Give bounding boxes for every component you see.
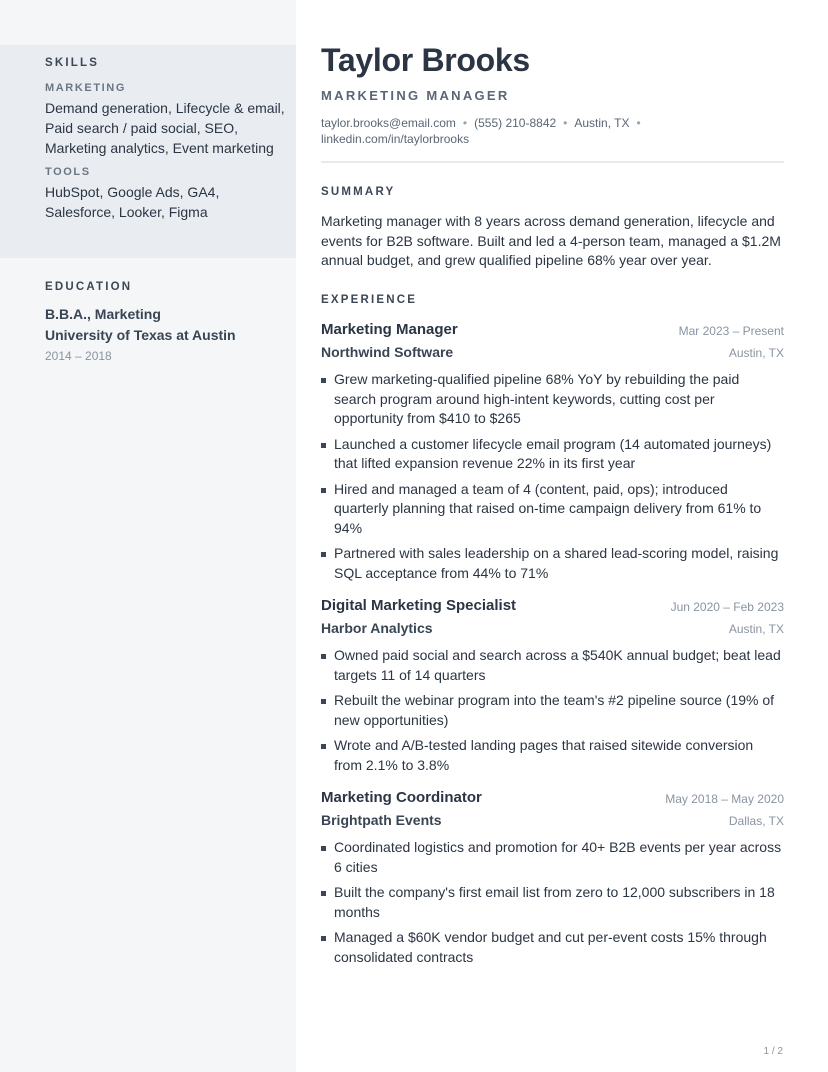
job-company: Brightpath Events [321, 812, 442, 828]
job-bullet: Wrote and A/B-tested landing pages that raised sitewide conversion from 2.1% to 3.8% [321, 736, 784, 775]
skills-heading: SKILLS [45, 57, 100, 69]
job-bullet: Hired and managed a team of 4 (content, paid, ops); introduced quarterly planning that raised on-time campaign delivery from 61% to 94% [321, 480, 784, 539]
separator-dot: • [462, 116, 468, 130]
job-bullets [321, 646, 784, 775]
job-location: Austin, TX [728, 346, 784, 360]
skills-group-label-marketing: MARKETING [45, 82, 127, 94]
education-heading: EDUCATION [45, 281, 133, 293]
separator-dot: • [563, 116, 568, 130]
education-section [45, 281, 285, 363]
sidebar [0, 0, 296, 1072]
job-bullet: Built the company's first email list from zero to 12,000 subscribers in 18 months [321, 883, 784, 922]
education-degree: B.B.A., Marketing [45, 306, 161, 322]
job-dates: Jun 2020 – Feb 2023 [670, 600, 784, 614]
job-entry [321, 597, 784, 781]
job-bullet: Managed a $60K vendor budget and cut per-event costs 15% through consolidated contracts [321, 928, 784, 967]
job-dates: Mar 2023 – Present [678, 324, 784, 338]
candidate-title: MARKETING MANAGER [321, 88, 510, 103]
job-bullet: Coordinated logistics and promotion for 40+ B2B events per year across 6 cities [321, 838, 784, 877]
job-bullets [321, 838, 784, 967]
summary-heading: SUMMARY [321, 186, 396, 198]
contact-line [321, 115, 784, 147]
experience-heading: EXPERIENCE [321, 294, 418, 306]
job-bullet: Partnered with sales leadership on a shared lead-scoring model, raising SQL acceptance from 44% to 71% [321, 544, 784, 583]
contact-location: Austin, TX [574, 116, 630, 130]
summary-text: Marketing manager with 8 years across demand generation, lifecycle and events for B2B software. Built and led a 4-person team, managed a $1.2M annual budget, and grew qualified pipeline 68% year over year. [321, 213, 781, 268]
education-school: University of Texas at Austin [45, 327, 236, 343]
job-bullet: Launched a customer lifecycle email program (14 automated journeys) that lifted expansion revenue 22% in its first year [321, 435, 784, 474]
job-title: Marketing Coordinator [321, 789, 482, 806]
job-bullet: Rebuilt the webinar program into the team's #2 pipeline source (19% of new opportunities) [321, 691, 784, 730]
header-divider [321, 161, 784, 163]
contact-linkedin[interactable]: linkedin.com/in/taylorbrooks [321, 132, 470, 146]
job-location: Dallas, TX [728, 814, 784, 828]
job-entry [321, 789, 784, 973]
skills-group-label-tools: TOOLS [45, 166, 91, 178]
job-bullet: Grew marketing-qualified pipeline 68% YoY by rebuilding the paid search program around high-intent keywords, cutting cost per opportunity from $410 to $265 [321, 370, 784, 429]
contact-phone[interactable]: (555) 210-8842 [474, 116, 557, 130]
job-company: Harbor Analytics [321, 620, 433, 636]
separator-dot: • [636, 116, 641, 130]
job-title: Digital Marketing Specialist [321, 597, 517, 614]
skills-group-text-marketing: Demand generation, Lifecycle & email, Paid search / paid social, SEO, Marketing analytics, Event marketing [45, 100, 285, 156]
candidate-name: Taylor Brooks [321, 42, 530, 78]
job-bullet: Owned paid social and search across a $540K annual budget; beat lead targets 11 of 14 quarters [321, 646, 784, 685]
skills-section [0, 45, 296, 258]
job-location: Austin, TX [728, 622, 784, 636]
skills-group-text-tools: HubSpot, Google Ads, GA4, Salesforce, Looker, Figma [45, 184, 220, 220]
job-title: Marketing Manager [321, 321, 458, 338]
job-bullets [321, 370, 784, 583]
education-years: 2014 – 2018 [45, 349, 112, 363]
page-number: 1 / 2 [763, 1046, 783, 1057]
job-entry [321, 321, 784, 589]
job-company: Northwind Software [321, 344, 454, 360]
contact-email[interactable]: taylor.brooks@email.com [321, 116, 456, 130]
job-dates: May 2018 – May 2020 [665, 792, 784, 806]
